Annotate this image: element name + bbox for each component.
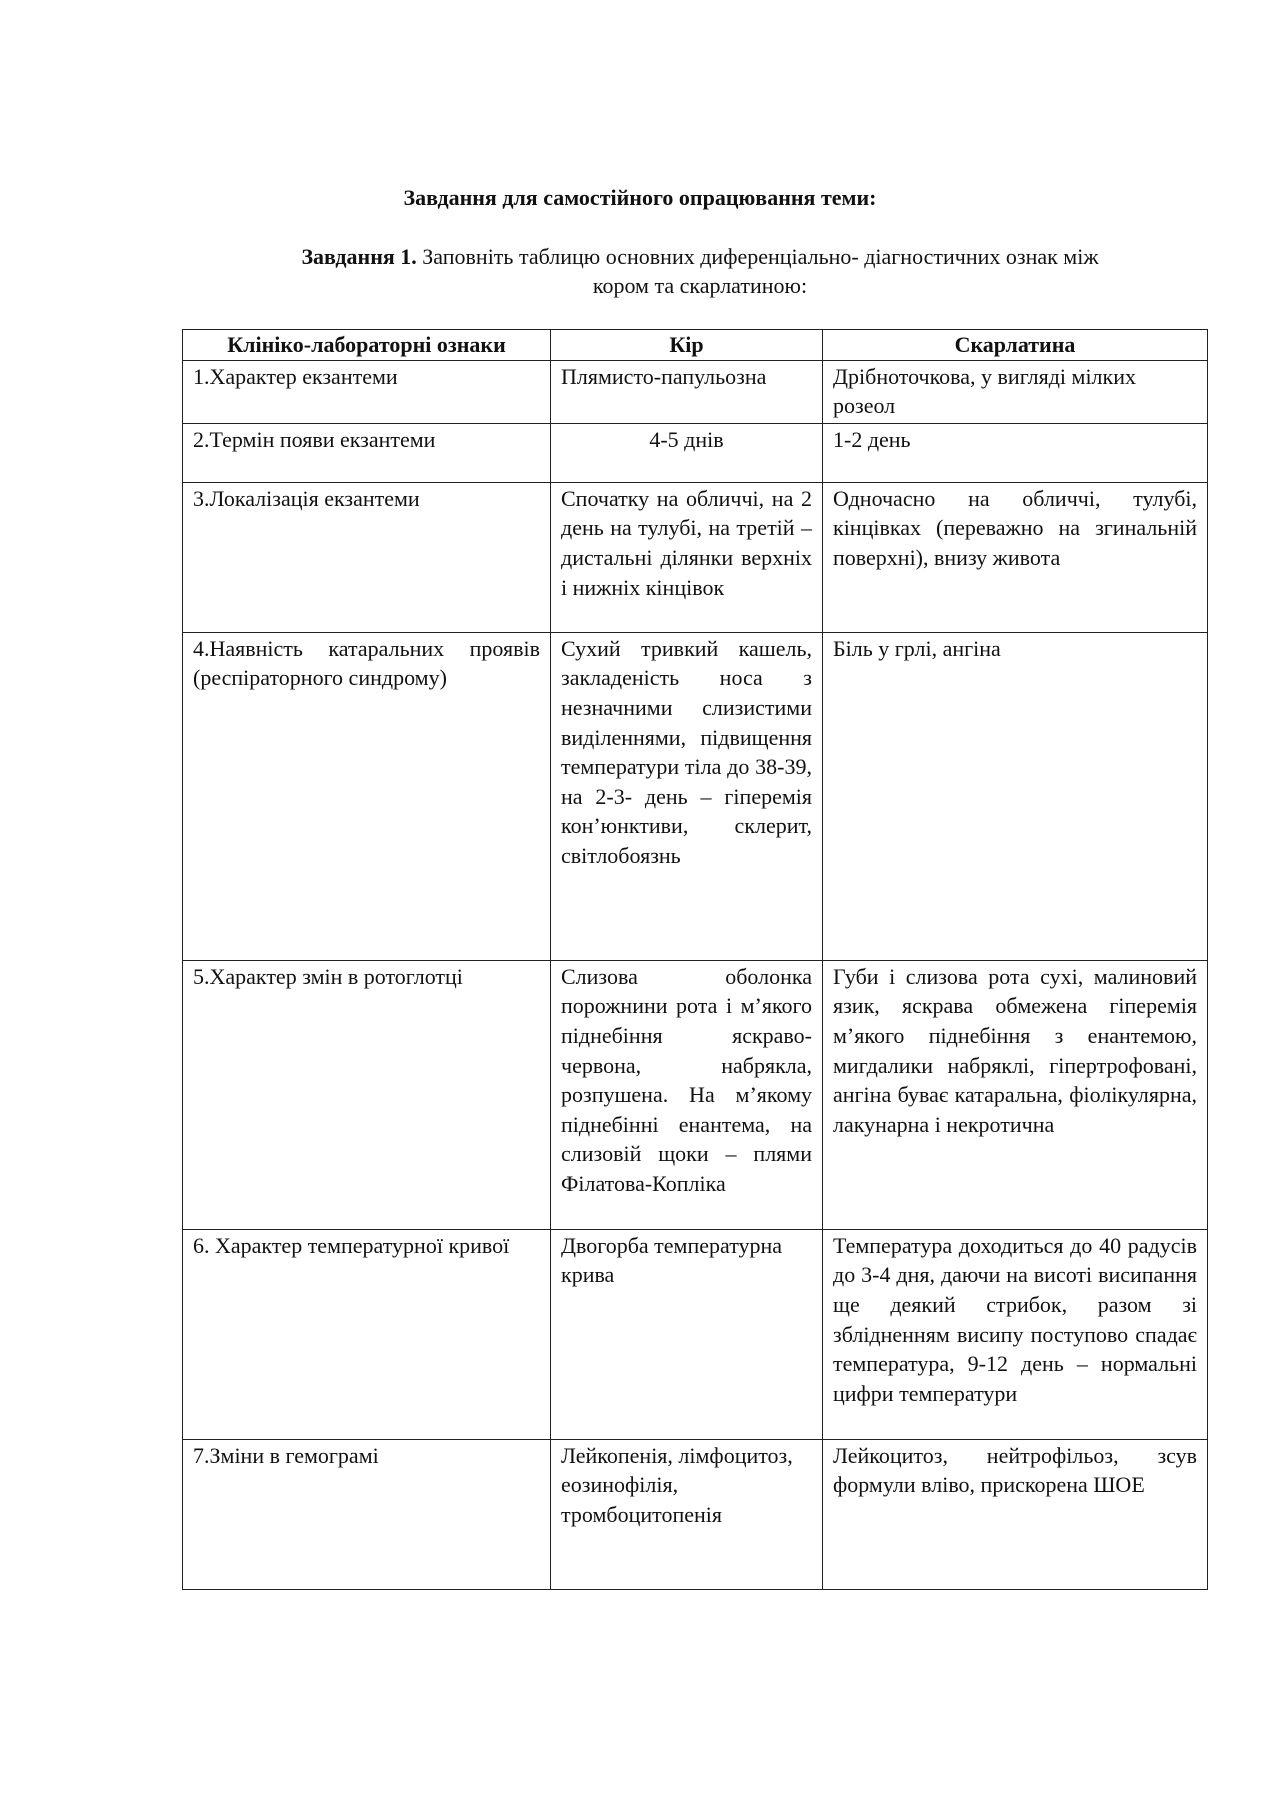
feature-cell: 3.Локалізація екзантеми [183,482,551,632]
feature-cell: 7.Зміни в гемограмі [183,1439,551,1589]
header-features: Клініко-лабораторні ознаки [183,330,551,361]
scarlet-fever-cell: Біль у грлі, ангіна [823,632,1208,960]
header-scarlet-fever: Скарлатина [823,330,1208,361]
table-row [183,1229,1208,1439]
measles-cell: Двогорба температурна крива [551,1229,823,1439]
feature-cell: 2.Термін появи екзантеми [183,423,551,482]
scarlet-fever-cell: Температура доходиться до 40 радусів до 3-4 дня, даючи на висоті висипання ще деякий стрибок, разом зі зблідненням висипу поступово спадає температура, 9-12 день – нормальні цифри температури [823,1229,1208,1439]
task-label: Завдання 1. [301,244,417,269]
scarlet-fever-cell: 1-2 день [823,423,1208,482]
scarlet-fever-cell: Одночасно на обличчі, тулубі, кінцівках (переважно на згинальній поверхні), внизу живота [823,482,1208,632]
scarlet-fever-cell: Губи і слизова рота сухі, малиновий язик, яскрава обмежена гіперемія м’якого піднебіння з енантемою, мигдалики набряклі, гіпертрофовані, ангіна буває катаральна, фіолікулярна, лакунарна і некротична [823,960,1208,1229]
header-measles: Кір [551,330,823,361]
measles-cell: Сухий тривкий кашель, закладеність носа з незначними слизистими виділеннями, підвищення температури тіла до 38-39, на 2-3- день – гіперемія кон’юнктиви, склерит, світлобоязнь [551,632,823,960]
feature-cell: 5.Характер змін в ротоглотці [183,960,551,1229]
measles-cell: 4-5 днів [551,423,823,482]
table-row [183,960,1208,1229]
feature-cell: 6. Характер температурної кривої [183,1229,551,1439]
table-row [183,632,1208,960]
task-description [200,242,1200,300]
scarlet-fever-cell: Лейкоцитоз, нейтрофільоз, зсув формули вліво, прискорена ШОЕ [823,1439,1208,1589]
task-text-line2: кором та скарлатиною: [592,273,808,298]
measles-cell: Спочатку на обличчі, на 2 день на тулубі, на третій – дистальні ділянки верхніх і нижніх кінцівок [551,482,823,632]
table-row [183,1439,1208,1589]
page-heading: Завдання для самостійного опрацювання теми: [403,185,877,210]
differential-diagnosis-table [182,329,1208,1590]
task-text-line1: Заповніть таблицю основних диференціально- діагностичних ознак між [416,244,1099,269]
measles-cell: Плямисто-папульозна [551,360,823,423]
feature-cell: 1.Характер екзантеми [183,360,551,423]
feature-cell: 4.Наявність катаральних проявів (респіраторного синдрому) [183,632,551,960]
table-row [183,482,1208,632]
table-row [183,360,1208,423]
table-row [183,423,1208,482]
scarlet-fever-cell: Дрібноточкова, у вигляді мілких розеол [823,360,1208,423]
measles-cell: Слизова оболонка порожнини рота і м’якого піднебіння яскраво- червона, набрякла, розпушена. На м’якому піднебінні енантема, на слизовій щоки – плями Філатова-Копліка [551,960,823,1229]
table-header-row [183,330,1208,361]
measles-cell: Лейкопенія, лімфоцитоз, еозинофілія, тромбоцитопенія [551,1439,823,1589]
